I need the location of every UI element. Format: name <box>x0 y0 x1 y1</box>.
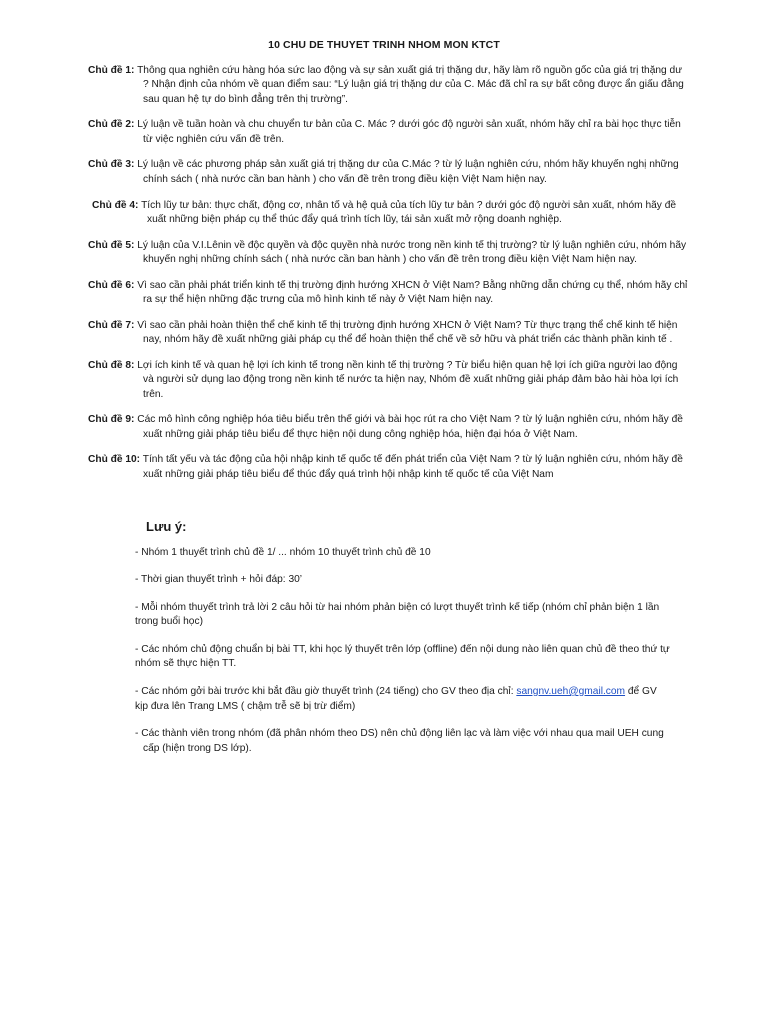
note-text: - Các nhóm gởi bài trước khi bắt đầu giờ thuyết trình (24 tiếng) cho GV theo địa chỉ: <box>135 685 517 697</box>
topic-label: Chủ đề 10: <box>88 454 141 466</box>
note-item: - Các thành viên trong nhóm (đã phân nhóm theo DS) nên chủ động liên lạc và làm việc với nhau qua mail UEH cung cấp (hiện trong DS lớp). <box>135 727 664 754</box>
topic-item <box>88 319 688 348</box>
topic-text: Các mô hình công nghiệp hóa tiêu biểu trên thế giới và bài học rút ra cho Việt Nam ? từ lý luận nghiên cứu, nhóm hãy đề xuất những giải pháp tiêu biểu để thực hiện nội dung công nghiệp hóa, hiện đại hóa ở Việt Nam. <box>134 414 683 440</box>
topic-text: Lý luận của V.I.Lênin về độc quyền và độc quyền nhà nước trong nền kinh tế thị trường? từ lý luận nghiên cứu, nhóm hãy khuyến nghị những chính sách ( nhà nước cần ban hành ) cho vấn đề trên trong điều kiện Việt Nam hiện nay. <box>134 239 687 265</box>
topic-label: Chủ đề 5: <box>88 239 135 251</box>
topic-label: Chủ đề 3: <box>88 159 135 171</box>
topic-text: Vì sao cần phải phát triển kinh tế thị trường định hướng XHCN ở Việt Nam? Bằng những dẫn chứng cụ thể, nhóm hãy chỉ ra sự thể hiện những đặc trưng của mô hình kinh tế này ở Việt Nam hiện nay. <box>134 279 688 306</box>
topic-item <box>88 239 688 268</box>
topic-item <box>88 64 688 107</box>
note-item: - Các nhóm chủ động chuẩn bị bài TT, khi học lý thuyết trên lớp (offline) đến nội dung nào liên quan chủ đề theo thứ tự nhóm sẽ thực hiện TT. <box>135 643 670 670</box>
topic-label: Chủ đề 7: <box>88 319 135 331</box>
topic-label: Chủ đề 8: <box>88 359 135 371</box>
topic-list <box>88 64 688 494</box>
note-item-email <box>135 685 670 715</box>
topic-item <box>88 279 688 308</box>
topic-text: Thông qua nghiên cứu hàng hóa sức lao động và sự sản xuất giá trị thặng dư, hãy làm rõ nguồn gốc của giá trị thặng dư ? Nhận định của nhóm về quan điểm sau: “Lý luận giá trị thặng dư của C. Mác đã chỉ ra sự bất công được ẩn giấu đằng sau quan hệ tự do bình đẳng trên thị trường”. <box>134 65 684 105</box>
topic-item <box>88 118 688 147</box>
topic-text: Lý luận về tuần hoàn và chu chuyển tư bản của C. Mác ? dưới góc độ người sản xuất, nhóm hãy chỉ ra bài học thực tiễn từ việc nghiên cứu vấn đề trên. <box>134 119 681 145</box>
note-text: để GV kịp đưa lên Trang LMS ( chậm trễ sẽ bị trừ điểm) <box>135 685 657 712</box>
topic-item <box>88 158 688 187</box>
topic-text: Tích lũy tư bản: thực chất, động cơ, nhân tố và hệ quả của tích lũy tư bản ? dưới góc độ người sản xuất, nhóm hãy đề xuất những biện pháp cụ thể thúc đẩy quá trình tích lũy, tái sản xuất mở rộng doanh nghiệp. <box>138 199 677 225</box>
email-link[interactable]: sangnv.ueh@gmail.com <box>516 685 626 697</box>
topic-text: Lợi ích kinh tế và quan hệ lợi ích kinh tế trong nền kinh tế thị trường ? Từ biểu hiện quan hệ lợi ích giữa người lao động và người sử dụng lao động trong nền kinh tế nước ta hiện nay, Nhóm đề xuất những giải pháp đảm bảo hài hòa lợi ích trên. <box>134 359 679 400</box>
topic-item <box>88 453 688 482</box>
note-list <box>135 546 670 769</box>
topic-label: Chủ đề 1: <box>88 65 135 76</box>
topic-item <box>88 413 688 442</box>
topic-label: Chủ đề 9: <box>88 414 135 426</box>
topic-label: Chủ đề 2: <box>88 119 135 131</box>
note-heading: Lưu ý: <box>146 519 187 534</box>
topic-label: Chủ đề 6: <box>88 279 135 291</box>
topic-label: Chủ đề 4: <box>92 199 139 211</box>
document-title: 10 CHU DE THUYET TRINH NHOM MON KTCT <box>268 39 500 51</box>
topic-item <box>92 199 688 228</box>
topic-text: Vì sao cần phải hoàn thiện thể chế kinh tế thị trường định hướng XHCN ở Việt Nam? Từ thực trạng thể chế kinh tế hiện nay, nhóm hãy đề xuất những giải pháp cụ thể để hoàn thiện thể chế về sở hữu và phát triển các thành phần kinh tế . <box>134 319 678 346</box>
note-item: - Thời gian thuyết trình + hỏi đáp: 30’ <box>135 574 303 586</box>
note-item: - Mỗi nhóm thuyết trình trả lời 2 câu hỏi từ hai nhóm phản biện có lượt thuyết trình kế tiếp (nhóm chỉ phản biện 1 lần trong buổi học) <box>135 601 660 628</box>
note-item: - Nhóm 1 thuyết trình chủ đề 1/ ... nhóm 10 thuyết trình chủ đề 10 <box>135 547 431 558</box>
topic-text: Tính tất yếu và tác động của hội nhập kinh tế quốc tế đến phát triển của Việt Nam ? từ lý luận nghiên cứu, nhóm hãy đề xuất những giải pháp tiêu biểu để thúc đẩy quá trình hội nhập kinh tế quốc tế của Việt Nam <box>140 454 683 480</box>
topic-text: Lý luận về các phương pháp sản xuất giá trị thặng dư của C.Mác ? từ lý luận nghiên cứu, nhóm hãy khuyến nghị những chính sách ( nhà nước cần ban hành ) cho vấn đề trên trong điều kiện Việt Nam hiện nay. <box>134 159 679 185</box>
topic-item <box>88 359 688 402</box>
